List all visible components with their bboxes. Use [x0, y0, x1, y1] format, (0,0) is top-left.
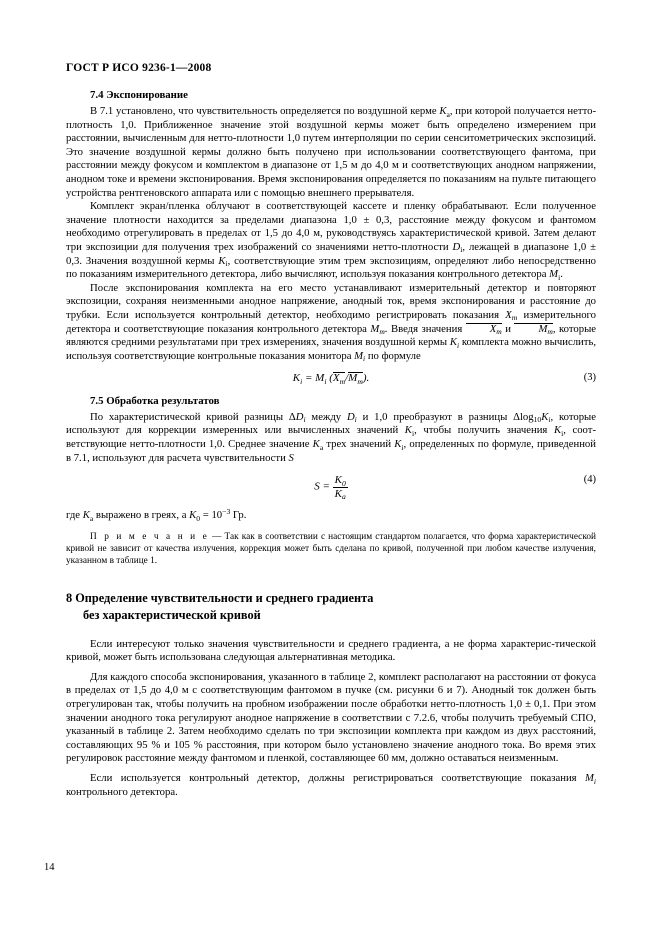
paragraph-7-4-3: После экспонирования комплекта на его место устанавливают измерительный детектор и повторяют экспозиции, сохраняя неизменными анодное напряжение, анодный ток, время экспонирования и расстояние до трубки. Если используется контрольный детектор, необходимо регистрировать показания $X_m$ измерительного детектора и соответствующие показания контрольного детектора $M_m$. Введя значения $X_m$ и $M_m$, которые являются средними результатами при трех измерениях, значения воздушной кермы $K_i$ комплекта можно вычислить, используя соответствующие контрольные показания монитора $M_i$ по формуле [66, 281, 596, 364]
section-heading-7-4: 7.4 Экспонирование [90, 89, 188, 101]
note-7-5: П р и м е ч а н и е — Так как в соответствии с настоящим стандартом полагается, что форма характеристической кривой не зависит от качества излучения, коррекция может быть сделана по кривой, полученной при любом качестве излучения, указанном в таблице 1. [66, 532, 596, 567]
page-number: 14 [44, 862, 55, 873]
paragraph-8-1: Если интересуют только значения чувствительности и среднего градиента, а не форма характерис-тической кривой, может быть использована следующая альтернативная методика. [66, 637, 596, 664]
paragraph-7-4-1: В 7.1 установлено, что чувствительность определяется по воздушной керме $K_а$, при которой получается нетто-плотность 1,0. Приближенное значение этой воздушной кермы может быть определено измерением при расстоянии, вычисленным для нетто-плотности 1,0 путем интерполяции по серии сенситометрических экспозиций. Это значение воздушной кермы должно быть получено при использовании соответствующего фантома, при расстоянии между фокусом и комплектом в диапазоне от 1,5 м до 4,0 м и соответствующих анодном напряжении, анодном токе и времени экспонирования. Время экспонирования определяется по показаниям на пульте питающего устройства рентгеновского аппарата или с помощью внешнего прерывателя. [66, 105, 597, 199]
document-header: ГОСТ Р ИСО 9236-1—2008 [66, 62, 212, 74]
formula-3-number: (3) [583, 372, 596, 384]
section-heading-8-line1: 8 Определение чувствительности и среднего градиента [66, 590, 374, 605]
paragraph-7-5-1: По характеристической кривой разницы $\Delta D_i$ между $D_i$ и 1,0 преобразуют в разницы $\Delta\log_{10}K_i$, которые используют для коррекции измеренных или вычисленных значений $K_i$, чтобы получить значения $K_i$, соответствующие нетто-плотности 1,0. Среднее значение $K_а$ трех значений $K_i$, определенных по формуле, приведенной в 7.1, используют для расчета чувствительности S [66, 410, 596, 464]
formula-4-row [66, 474, 596, 500]
section-heading-8 [66, 590, 596, 624]
paragraph-8-2: Для каждого способа экспонирования, указанного в таблице 2, комплект располагают на расстоянии от фокуса в пределах от 1,5 до 4,0 м с соответствующим фантомом в пучке (см. рисунки 6 и 7). Анодный ток должен быть отрегулирован так, чтобы получить на пробном изображении после обработки нетто-плотность 1,0 ± 0,1. При этом значении анодного тока регулируют анодное напряжение в соответствии с 7.2.6, чтобы получить требуемый СПО, указанный в таблице 2. Затем необходимо сделать по три экспозиции комплекта при каждом из двух расстояний, составляющих 95 % и 105 % расстояния, при котором было установлено значение анодного тока. Во время этих регулировок расстояние между фантомом и пленкой, составляющее 60 мм, должно оставаться неизменным. [66, 670, 596, 765]
section-heading-7-5: 7.5 Обработка результатов [90, 394, 220, 407]
paragraph-7-4-2: Комплект экран/пленка облучают в соответствующей кассете и пленку обрабатывают. Если полученное значение плотности находится за пределами диапазона 1,0 ± 0,3, расстояние между фокусом и фантомом необходимо отрегулировать в пределах от 1,5 до 4,0 м, руководствуясь характеристической кривой. Затем делают три экспозиции для получения трех изображений со значениями нетто-плотности $D_i$, лежащей в диапазоне 1,0 ± 0,3. Значения воздушной кермы $K_i$, соответствующие этим трем экспозициям, определяют либо непосредственно по показаниям измерительного детектора, либо вычисляют, используя показания контрольного детектора $M_i$. [66, 200, 597, 282]
formula-4-number: (4) [583, 474, 596, 486]
formula-4: S = $\frac{K_0}{K_а}$ [314, 474, 346, 502]
paragraph-8-3: Если используется контрольный детектор, должны регистрироваться соответствующие показания $M_i$ контрольного детектора. [66, 772, 596, 798]
section-heading-8-line2: без характеристической кривой [83, 607, 261, 622]
formula-3-row [66, 372, 596, 385]
paragraph-after-formula-4: где $K_а$ выражено в греях, а $K_0 = 10^{-3}$ Гр. [66, 507, 247, 523]
document-body [66, 88, 596, 799]
formula-3: $K_i = M_i$ $(X_m/M_m)$. [292, 372, 370, 386]
